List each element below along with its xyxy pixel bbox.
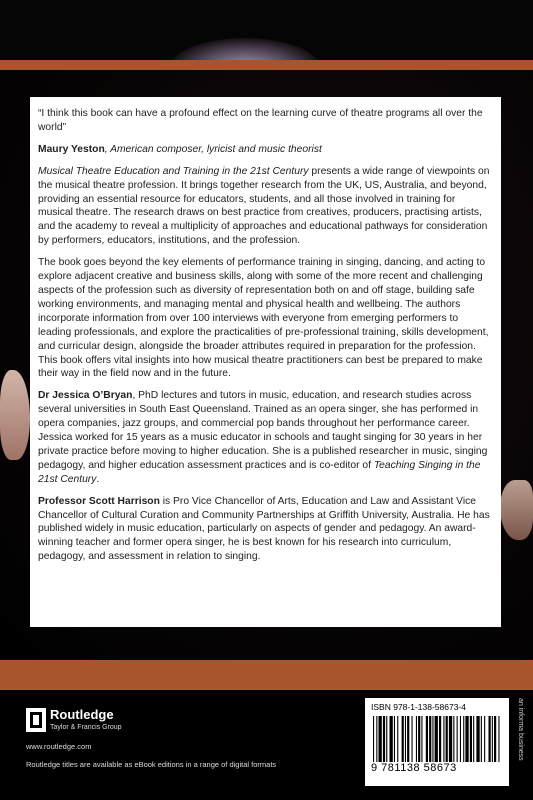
barcode-bar bbox=[465, 716, 468, 762]
barcode-bar bbox=[373, 716, 374, 762]
author-bio-harrison bbox=[38, 495, 493, 565]
barcode-bar bbox=[453, 716, 454, 762]
barcode-bar bbox=[394, 716, 395, 762]
barcode-number: 9 781138 58673 bbox=[371, 762, 457, 774]
blurb-panel bbox=[30, 97, 501, 627]
coedited-book-title: Teaching Singing in the 21st Century bbox=[38, 459, 481, 485]
barcode-bar bbox=[376, 716, 377, 762]
barcode-bar bbox=[435, 716, 438, 762]
barcode-bar bbox=[429, 716, 431, 762]
isbn-label: ISBN 978-1-138-58673-4 bbox=[371, 702, 466, 712]
barcode-bar bbox=[494, 716, 496, 762]
informa-label bbox=[512, 698, 526, 786]
barcode-bar bbox=[460, 716, 461, 762]
endorsement-attribution bbox=[38, 143, 493, 157]
publisher-url: www.routledge.com bbox=[26, 742, 92, 751]
barcode-bar bbox=[484, 716, 485, 762]
routledge-logo-icon bbox=[26, 708, 46, 732]
bio-text-harrison: is Pro Vice Chancellor of Arts, Education and Law and Assistant Vice Chancellor of Cultural Curation and Community Partnerships at Griffith University, Australia. He has published widely in music education, particularly on aspects of gender and pedagogy. An award-winning teacher and former opera singer, he is best known for his research into curriculum, pedagogy, and assessment in relation to singing. bbox=[38, 495, 490, 563]
barcode-bar bbox=[446, 716, 448, 762]
publisher-footer bbox=[0, 690, 533, 800]
barcode-bar bbox=[386, 716, 387, 762]
barcode-bar bbox=[449, 716, 452, 762]
barcode-bar bbox=[407, 716, 409, 762]
barcode-bar bbox=[412, 716, 413, 762]
barcode-bar bbox=[476, 716, 479, 762]
barcode-bar bbox=[489, 716, 491, 762]
intro-paragraph bbox=[38, 165, 493, 248]
barcode-bar bbox=[416, 716, 417, 762]
barcode-bar bbox=[439, 716, 441, 762]
barcode-bar bbox=[498, 716, 499, 762]
quote-author-title: , American composer, lyricist and music theorist bbox=[104, 143, 322, 155]
bio-text-obryan: , PhD lectures and tutors in music, education, and research studies across several universities in South East Queensland. Trained as an opera singer, she has performed in opera companies, jazz groups, and commercial pop bands throughout her performance career. Jessica worked for 15 years as a music educator in schools and taught singing for 30 years in her private practice before moving to higher education. She is a published researcher in music, singing pedagogy, and higher education assessment practices and is co-editor of bbox=[38, 390, 488, 471]
barcode-bar bbox=[463, 716, 464, 762]
copper-stripe-bottom bbox=[0, 660, 533, 690]
barcode-bar bbox=[457, 716, 458, 762]
description-paragraph: The book goes beyond the key elements of performance training in singing, dancing, and acting to explore adjacent creative and business skills, along with some of the more recent and challenging aspects of the profession such as diversity of representation both on and off stage, building safe working environments, and managing mental and physical health and wellbeing. The authors incorporate information from over 100 interviews with everyone from emerging performers to leading professionals, and explore the practicalities of pre-professional training, skills development, and curricular design, alongside the broader attributes required in preparation for the profession. This book offers vital insights into how musical theatre practitioners can best be prepared to make their way in the field now and in the future. bbox=[38, 257, 489, 380]
barcode-bar bbox=[481, 716, 482, 762]
author-name-obryan: Dr Jessica O’Bryan bbox=[38, 390, 133, 402]
ebook-note: Routledge titles are available as eBook editions in a range of digital formats bbox=[26, 760, 277, 769]
endorsement-quote: “I think this book can have a profound effect on the learning curve of theatre programs all over the world” bbox=[38, 108, 483, 133]
publisher-name: Routledge bbox=[50, 707, 114, 722]
barcode-bar bbox=[418, 716, 420, 762]
barcode-bar bbox=[379, 716, 382, 762]
barcode-bar bbox=[383, 716, 385, 762]
quote-author: Maury Yeston bbox=[38, 143, 105, 155]
barcode-bar bbox=[432, 716, 433, 762]
barcode-bar bbox=[397, 716, 398, 762]
copper-stripe-top bbox=[0, 60, 533, 70]
author-name-harrison: Professor Scott Harrison bbox=[38, 495, 160, 507]
barcode-bar bbox=[402, 716, 404, 762]
author-bio-obryan bbox=[38, 389, 493, 486]
barcode-bar bbox=[443, 716, 444, 762]
barcode-bar bbox=[492, 716, 493, 762]
barcode-bar bbox=[470, 716, 472, 762]
barcode-bar bbox=[390, 716, 393, 762]
barcode-bar bbox=[426, 716, 428, 762]
informa-text: an informa business bbox=[517, 698, 524, 761]
intro-text: presents a wide range of viewpoints on the musical theatre profession. It brings together research from the UK, US, Australia, and beyond, providing an essential resource for educators, students, and all those involved in training for musical theatre. The research draws on best practice from creatives, producers, practising artists, and the academy to reveal a multiplicity of approaches and educational pathways for consideration by performers, educators, institutions, and the profession. bbox=[38, 165, 490, 247]
publisher-group: Taylor & Francis Group bbox=[50, 724, 122, 731]
performer-hand-right bbox=[500, 480, 533, 540]
barcode-panel bbox=[365, 698, 509, 786]
barcode-bar bbox=[421, 716, 422, 762]
book-title: Musical Theatre Education and Training in the 21st Century bbox=[38, 165, 309, 177]
barcode-bar bbox=[473, 716, 474, 762]
performer-hand-left bbox=[0, 370, 30, 460]
bio-end-obryan: . bbox=[96, 473, 100, 485]
barcode-bar bbox=[405, 716, 406, 762]
